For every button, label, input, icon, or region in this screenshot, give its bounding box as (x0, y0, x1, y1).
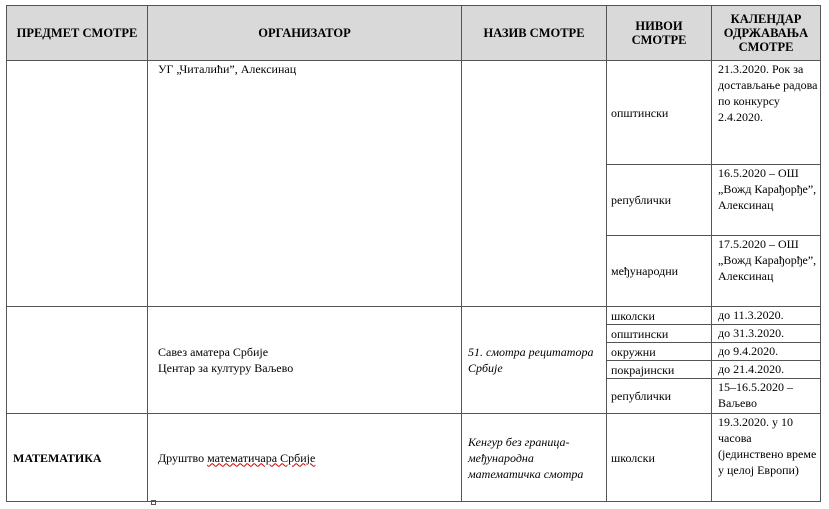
level-cell: општински (607, 61, 712, 165)
level-cell: републички (607, 379, 712, 414)
subject-cell (7, 61, 148, 307)
calendar-cell: до 21.4.2020. (712, 361, 821, 379)
organizer-underlined-text: математичара Србије (207, 450, 316, 465)
organizer-line: Центар за културу Ваљево (158, 361, 294, 375)
table-row (7, 307, 821, 325)
organizer-line: УГ „Читалићи”, Алексинац (158, 62, 297, 76)
calendar-cell: до 9.4.2020. (712, 343, 821, 361)
organizer-cell (148, 61, 462, 307)
calendar-cell: 19.3.2020. у 10 часова (јединствено време у целој Европи) (712, 414, 821, 502)
header-levels: НИВОИ СМОТРЕ (607, 6, 712, 61)
competition-name-cell (462, 61, 607, 307)
header-calendar: КАЛЕНДАР ОДРЖАВАЊА СМОТРЕ (712, 6, 821, 61)
organizer-cell (148, 307, 462, 414)
calendar-cell: до 11.3.2020. (712, 307, 821, 325)
competitions-table (6, 5, 821, 502)
paragraph-marker (151, 500, 156, 505)
table-row (7, 414, 821, 502)
level-cell: републички (607, 165, 712, 236)
header-name: НАЗИВ СМОТРЕ (462, 6, 607, 61)
level-cell: окружни (607, 343, 712, 361)
subject-cell (7, 307, 148, 414)
calendar-cell: 21.3.2020. Рок за достављање радова по конкурсу 2.4.2020. (712, 61, 821, 165)
calendar-cell: 17.5.2020 – ОШ „Вожд Карађорђе”, Алексинац (712, 236, 821, 307)
level-cell: општински (607, 325, 712, 343)
header-organizer: ОРГАНИЗАТОР (148, 6, 462, 61)
header-subject: ПРЕДМЕТ СМОТРЕ (7, 6, 148, 61)
level-cell: покрајински (607, 361, 712, 379)
calendar-cell: до 31.3.2020. (712, 325, 821, 343)
competition-name-cell: Кенгур без граница-међународна математичка смотра (462, 414, 607, 502)
level-cell: школски (607, 414, 712, 502)
subject-cell: МАТЕМАТИКА (7, 414, 148, 502)
level-cell: школски (607, 307, 712, 325)
calendar-cell: 16.5.2020 – ОШ „Вожд Карађорђе”, Алексинац (712, 165, 821, 236)
level-cell: међународни (607, 236, 712, 307)
organizer-line: Савез аматера Србије (158, 345, 269, 359)
competition-name-cell: 51. смотра рецитатора Србије (462, 307, 607, 414)
calendar-cell: 15–16.5.2020 – Ваљево (712, 379, 821, 414)
table-row (7, 61, 821, 165)
organizer-prefix: Друштво (158, 450, 208, 465)
organizer-cell (148, 414, 462, 502)
